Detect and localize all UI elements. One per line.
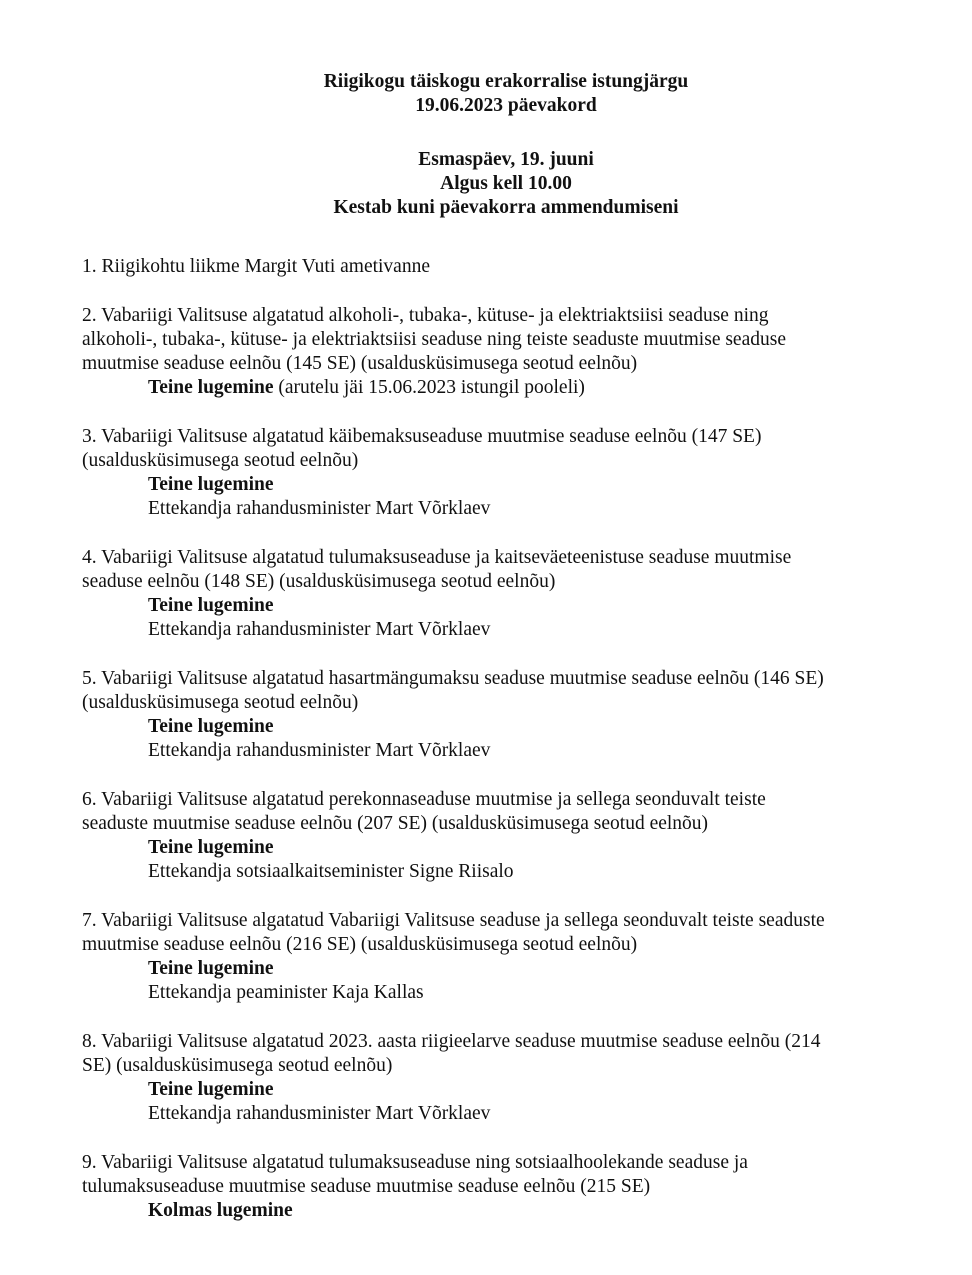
item-text: (usaldusküsimusega seotud eelnõu): [82, 692, 359, 713]
agenda-item-6: [82, 788, 942, 884]
agenda-title: Riigikogu täiskogu erakorralise istungjärgu: [323, 71, 689, 92]
item-reading: Teine lugemine: [148, 958, 274, 979]
agenda-day: Esmaspäev, 19. juuni: [418, 149, 594, 170]
agenda-item-9: [82, 1151, 942, 1223]
agenda-items: [82, 255, 942, 1248]
agenda-date-title: 19.06.2023 päevakord: [415, 95, 597, 116]
agenda-item-4: [82, 546, 942, 642]
item-reading-line: [82, 376, 942, 400]
agenda-duration: Kestab kuni päevakorra ammendumiseni: [333, 197, 679, 218]
item-text: muutmise seaduse eelnõu (216 SE) (usaldusküsimusega seotud eelnõu): [82, 934, 638, 955]
item-text: SE) (usaldusküsimusega seotud eelnõu): [82, 1055, 393, 1076]
item-reading: Teine lugemine: [148, 595, 274, 616]
item-text: muutmise seaduse eelnõu (145 SE) (usaldusküsimusega seotud eelnõu): [82, 353, 638, 374]
agenda-item-1: [82, 255, 942, 279]
agenda-item-8: [82, 1030, 942, 1126]
item-text: 8. Vabariigi Valitsuse algatatud 2023. aasta riigieelarve seaduse muutmise seaduse eelnõu (214: [82, 1031, 821, 1052]
item-presenter: Ettekandja rahandusminister Mart Võrklaev: [148, 619, 491, 640]
item-text: (usaldusküsimusega seotud eelnõu): [82, 450, 359, 471]
agenda-item-3: [82, 425, 942, 521]
agenda-item-2: [82, 304, 942, 400]
item-text: tulumaksuseaduse muutmise seaduse muutmise seaduse eelnõu (215 SE): [82, 1176, 651, 1197]
item-presenter: Ettekandja rahandusminister Mart Võrklaev: [148, 498, 491, 519]
item-text: 9. Vabariigi Valitsuse algatatud tulumaksuseaduse ning sotsiaalhoolekande seaduse ja: [82, 1152, 748, 1173]
item-note: (arutelu jäi 15.06.2023 istungil pooleli): [273, 377, 585, 398]
item-text: 5. Vabariigi Valitsuse algatatud hasartmängumaksu seaduse muutmise seaduse eelnõu (146 SE): [82, 668, 824, 689]
item-reading: Teine lugemine: [148, 377, 274, 398]
item-reading: Kolmas lugemine: [148, 1200, 293, 1221]
item-presenter: Ettekandja sotsiaalkaitseminister Signe Riisalo: [148, 861, 514, 882]
agenda-start-time: Algus kell 10.00: [440, 173, 572, 194]
item-reading: Teine lugemine: [148, 474, 274, 495]
item-text: 6. Vabariigi Valitsuse algatatud perekonnaseaduse muutmise ja sellega seonduvalt teiste: [82, 789, 766, 810]
item-text: alkoholi-, tubaka-, kütuse- ja elektriaktsiisi seaduse ning teiste seaduste muutmise seaduse: [82, 329, 786, 350]
agenda-item-5: [82, 667, 942, 763]
item-text: 4. Vabariigi Valitsuse algatatud tulumaksuseaduse ja kaitseväeteenistuse seaduse muutmise: [82, 547, 792, 568]
agenda-header: [0, 70, 972, 220]
item-text: 3. Vabariigi Valitsuse algatatud käibemaksuseaduse muutmise seaduse eelnõu (147 SE): [82, 426, 762, 447]
item-text: 1. Riigikohtu liikme Margit Vuti ametivanne: [82, 256, 430, 277]
item-text: seaduse eelnõu (148 SE) (usaldusküsimusega seotud eelnõu): [82, 571, 556, 592]
item-presenter: Ettekandja rahandusminister Mart Võrklaev: [148, 740, 491, 761]
item-text: 2. Vabariigi Valitsuse algatatud alkoholi-, tubaka-, kütuse- ja elektriaktsiisi seaduse ning: [82, 305, 769, 326]
item-reading: Teine lugemine: [148, 1079, 274, 1100]
item-reading: Teine lugemine: [148, 716, 274, 737]
header-spacer: [0, 118, 972, 148]
item-text: 7. Vabariigi Valitsuse algatatud Vabariigi Valitsuse seaduse ja sellega seonduvalt teiste seaduste: [82, 910, 825, 931]
item-text: seaduste muutmise seaduse eelnõu (207 SE) (usaldusküsimusega seotud eelnõu): [82, 813, 709, 834]
agenda-item-7: [82, 909, 942, 1005]
item-reading: Teine lugemine: [148, 837, 274, 858]
item-presenter: Ettekandja peaminister Kaja Kallas: [148, 982, 424, 1003]
item-presenter: Ettekandja rahandusminister Mart Võrklaev: [148, 1103, 491, 1124]
